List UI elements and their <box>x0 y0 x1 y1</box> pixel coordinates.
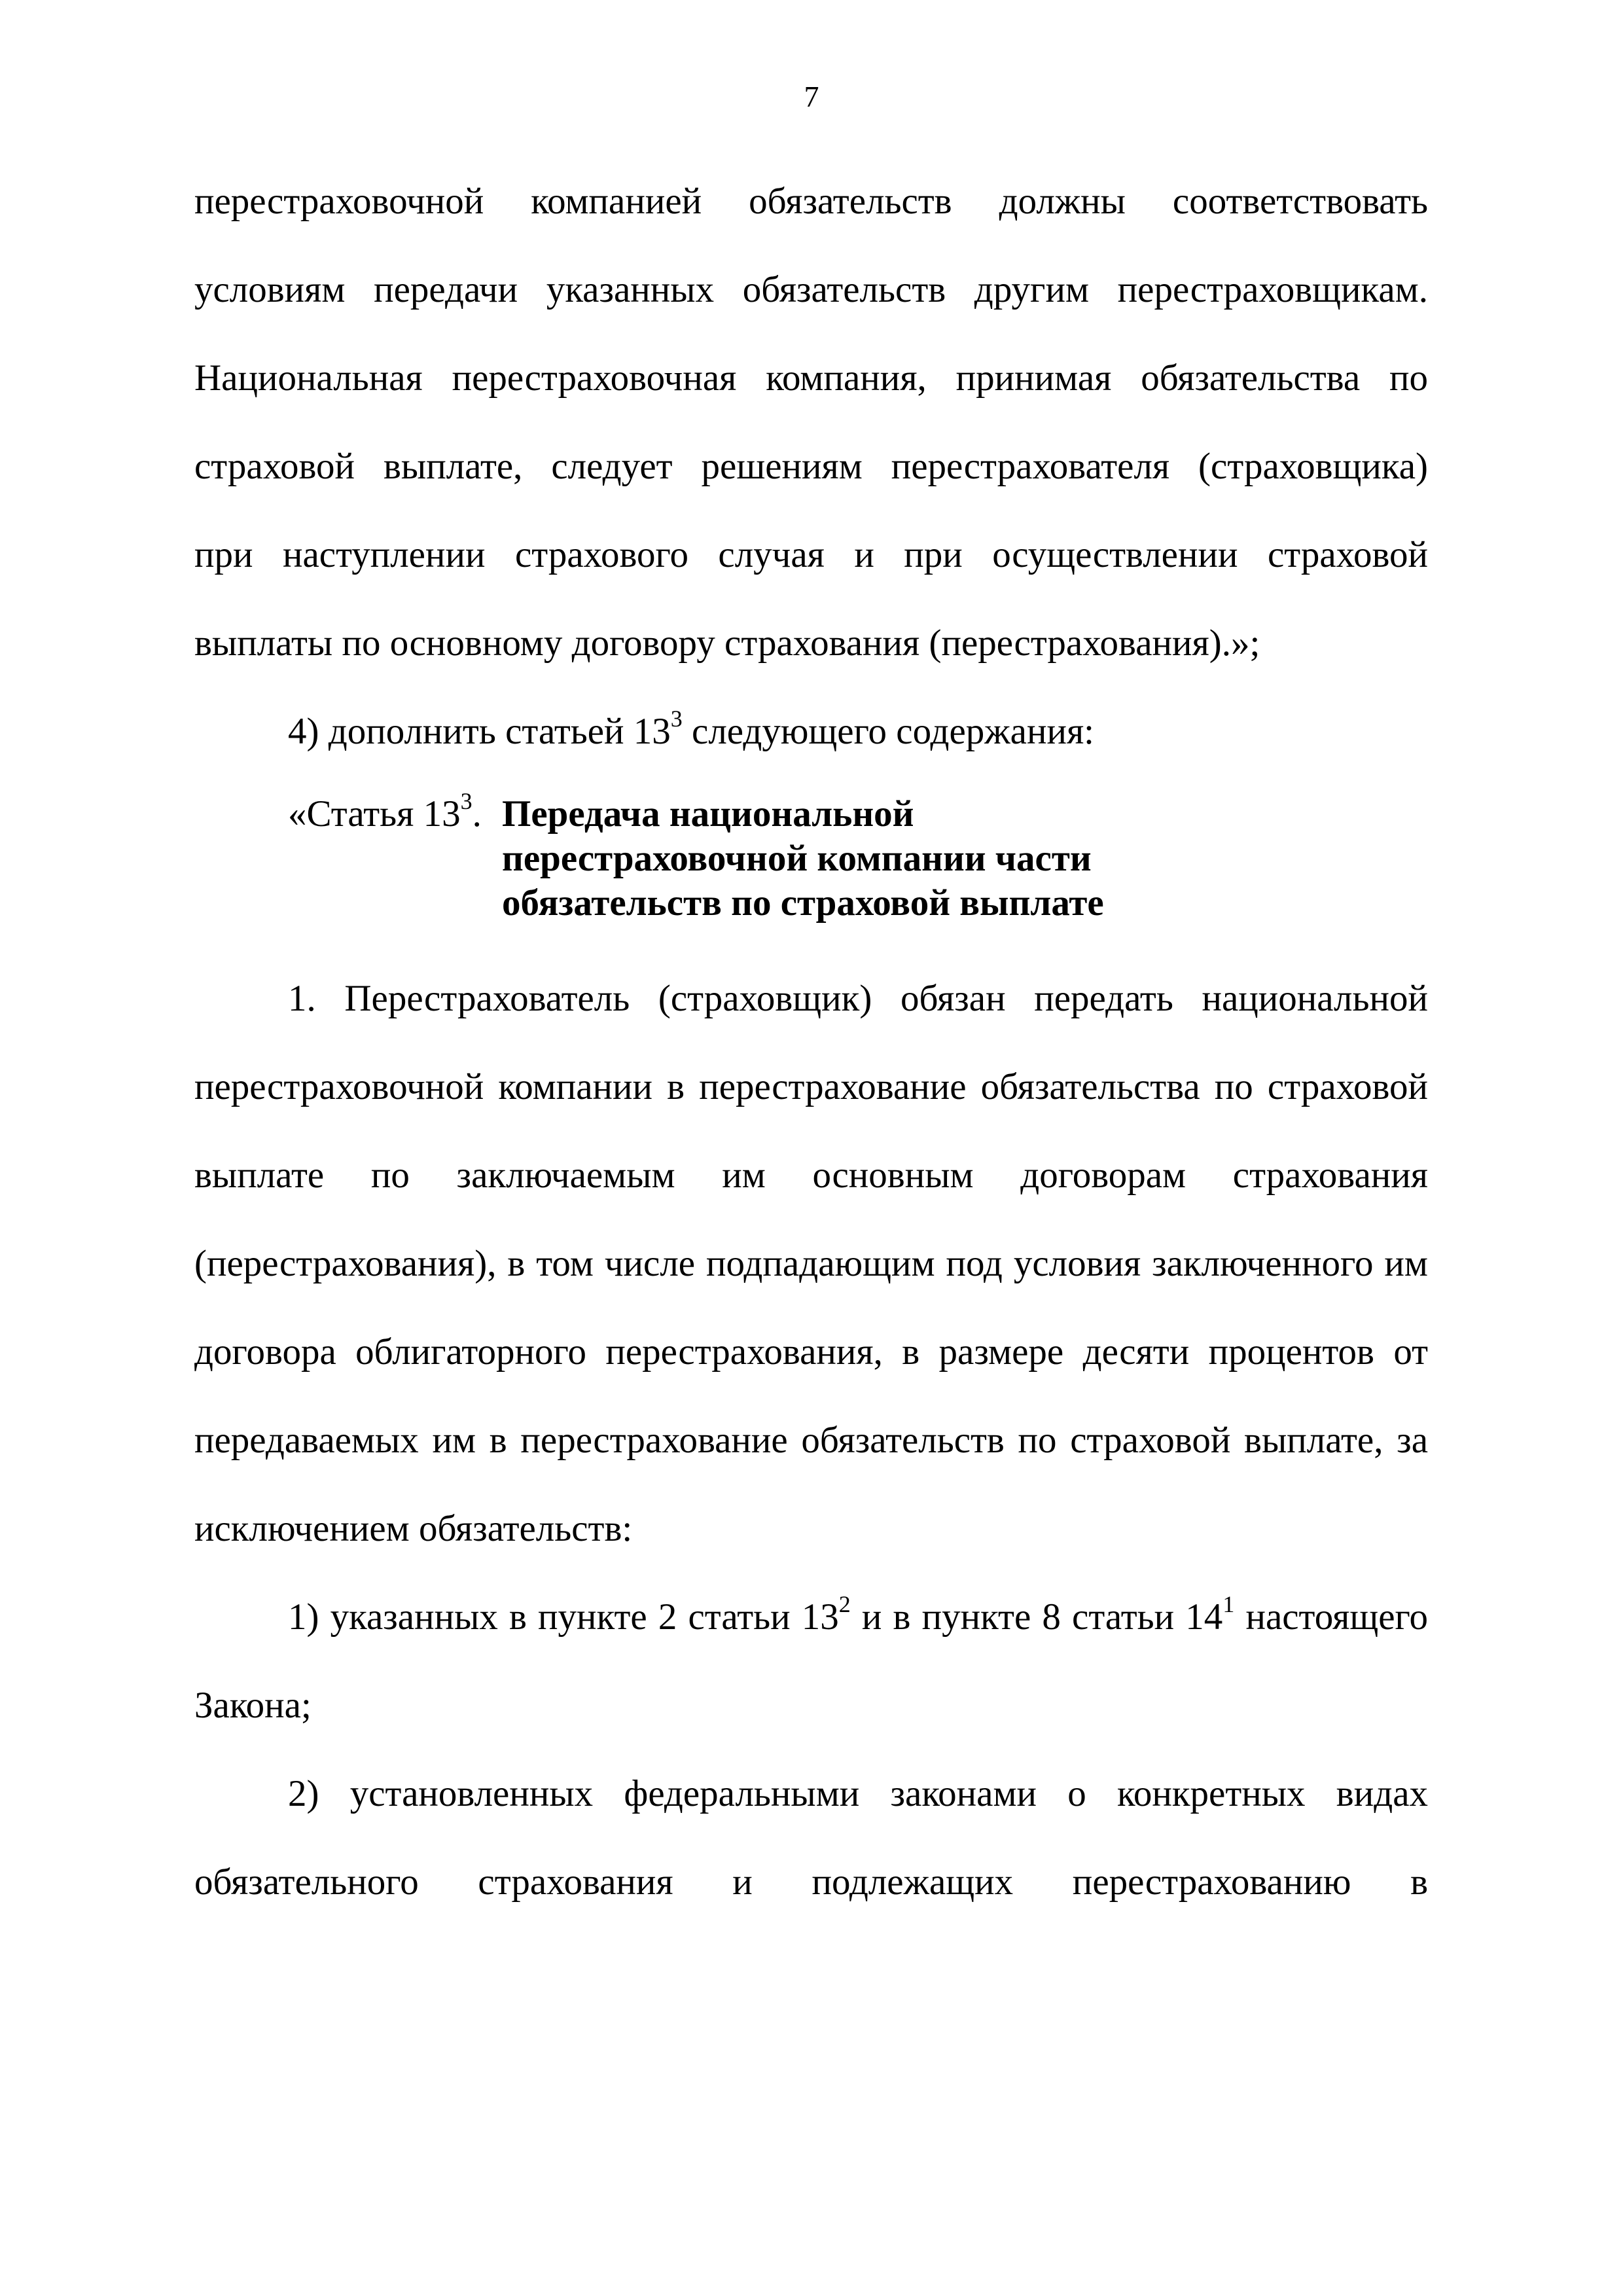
amendment-text: следующего содержания: <box>682 711 1095 752</box>
paragraph-line: перестраховочной компанией обязательств должны соответствовать <box>194 181 1428 222</box>
superscript: 1 <box>1222 1591 1235 1617</box>
amendment-item <box>194 687 1428 776</box>
paragraph-line: при наступлении страхового случая и при осуществлении страховой <box>194 534 1428 575</box>
superscript: 3 <box>670 706 683 732</box>
paragraph-line: страховой выплате, следует решениям перестрахователя (страховщика) <box>194 446 1428 487</box>
subpoint <box>194 1573 1428 1749</box>
article-title: Передача национальной перестраховочной компании части обязательств по страховой выплате <box>502 793 1104 924</box>
article-paragraph: 1. Перестрахователь (страховщик) обязан передать национальной перестраховочной компании в перестрахование обязательства по страховой выплате по заключаемым им основным договорам страхования (перестрахования), в том числе подпадающим под условия заключенного им договора облигаторного перестрахования, в размере десяти процентов от передаваемых им в перестрахование обязательств по страховой выплате, за исключением обязательств: <box>194 978 1428 1549</box>
paragraph-line: Национальная перестраховочная компания, принимая обязательства по <box>194 357 1428 399</box>
article-number <box>288 788 482 836</box>
superscript: 2 <box>838 1591 851 1617</box>
paragraph-line: условиям передачи указанных обязательств другим перестраховщикам. <box>194 269 1428 310</box>
superscript: 3 <box>460 788 473 814</box>
article-label: «Статья 13 <box>288 793 461 834</box>
page-number: 7 <box>804 80 819 113</box>
amendment-text: 4) дополнить статьей 13 <box>288 711 671 752</box>
article-separator: . <box>472 793 482 834</box>
subpoint-text: 1) указанных в пункте 2 статьи 13 <box>288 1596 839 1638</box>
paragraph-line: выплаты по основному договору страхования (перестрахования).»; <box>194 622 1260 664</box>
subpoint-text: и в пункте 8 статьи 14 <box>850 1596 1223 1638</box>
subpoint-text: настоящего Закона; <box>194 1596 1428 1726</box>
subpoint: 2) установленных федеральными законами о конкретных видах обязательного страхования и подлежащих перестрахованию в <box>194 1773 1428 1903</box>
